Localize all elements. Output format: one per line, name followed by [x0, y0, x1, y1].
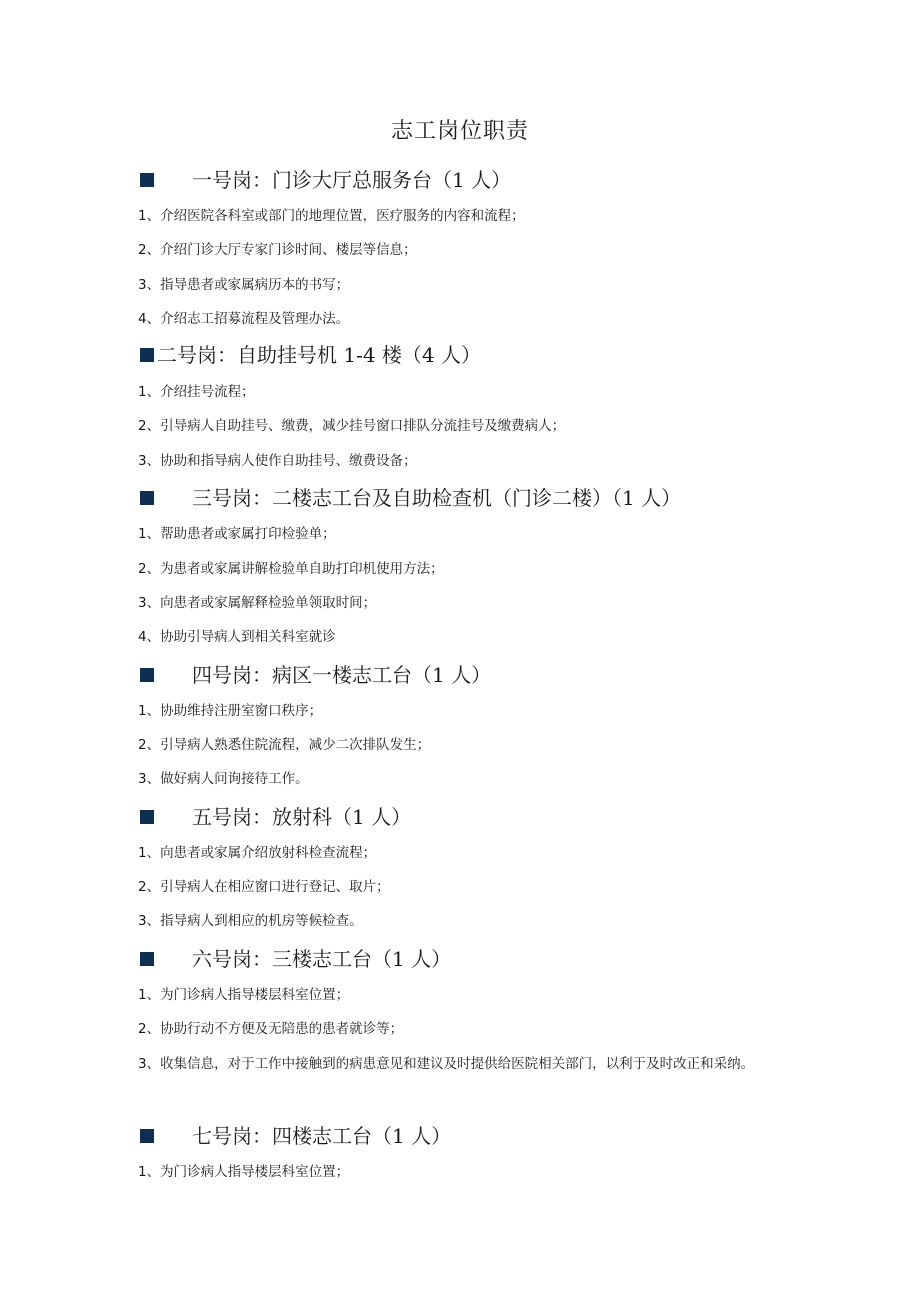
list-item: 4、介绍志工招募流程及管理办法。: [138, 311, 350, 327]
list-item: 3、协助和指导病人使作自助挂号、缴费设备；: [138, 453, 417, 469]
list-item: 2、引导病人在相应窗口进行登记、取片；: [138, 879, 390, 895]
section-heading-6: [140, 946, 451, 972]
list-item: 3、向患者或家属解释检验单领取时间；: [138, 595, 377, 611]
section-heading-text: 四号岗：病区一楼志工台（1 人）: [192, 663, 492, 687]
section-heading-text: 七号岗：四楼志工台（1 人）: [192, 1124, 452, 1148]
list-item: 1、协助维持注册室窗口秩序；: [138, 703, 323, 719]
list-item: 1、介绍挂号流程；: [138, 384, 255, 400]
page-title: 志工岗位职责: [390, 119, 529, 144]
list-item: 3、收集信息，对于工作中接触到的病患意见和建议及时提供给医院相关部门，以利于及时改正和采纳。: [138, 1056, 755, 1072]
list-item: 2、协助行动不方便及无陪患的患者就诊等；: [138, 1021, 404, 1037]
section-heading-3: [140, 485, 681, 511]
list-item: 1、帮助患者或家属打印检验单；: [138, 526, 336, 542]
list-item: 3、指导患者或家属病历本的书写；: [138, 277, 350, 293]
section-heading-text: 五号岗：放射科（1 人）: [192, 805, 412, 829]
section-heading-text: 三号岗：二楼志工台及自助检查机（门诊二楼）（1 人）: [192, 486, 682, 510]
section-heading-1: [140, 167, 511, 193]
section-heading-text: 一号岗：门诊大厅总服务台（1 人）: [192, 168, 512, 192]
list-item: 1、向患者或家属介绍放射科检查流程；: [138, 845, 377, 861]
list-item: 2、引导病人自助挂号、缴费，减少挂号窗口排队分流挂号及缴费病人；: [138, 418, 566, 434]
section-heading-5: [140, 804, 411, 830]
list-item: 1、介绍医院各科室或部门的地理位置，医疗服务的内容和流程；: [138, 208, 525, 224]
list-item: 2、引导病人熟悉住院流程，减少二次排队发生；: [138, 737, 431, 753]
square-bullet-icon: [140, 1129, 154, 1143]
section-heading-text: 六号岗：三楼志工台（1 人）: [192, 947, 452, 971]
square-bullet-icon: [140, 810, 154, 824]
list-item: 1、为门诊病人指导楼层科室位置；: [138, 987, 350, 1003]
section-heading-2: [140, 342, 481, 368]
list-item: 3、指导病人到相应的机房等候检查。: [138, 913, 363, 929]
section-heading-7: [140, 1123, 451, 1149]
section-heading-4: [140, 662, 491, 688]
square-bullet-icon: [140, 668, 154, 682]
list-item: 1、为门诊病人指导楼层科室位置；: [138, 1164, 350, 1180]
square-bullet-icon: [140, 348, 154, 362]
square-bullet-icon: [140, 491, 154, 505]
list-item: 3、做好病人问询接待工作。: [138, 771, 309, 787]
square-bullet-icon: [140, 952, 154, 966]
square-bullet-icon: [140, 173, 154, 187]
section-heading-text: 二号岗：自助挂号机 1-4 楼（4 人）: [157, 343, 482, 367]
list-item: 2、为患者或家属讲解检验单自助打印机使用方法；: [138, 561, 444, 577]
list-item: 2、介绍门诊大厅专家门诊时间、楼层等信息；: [138, 242, 417, 258]
list-item: 4、协助引导病人到相关科室就诊: [138, 629, 336, 645]
